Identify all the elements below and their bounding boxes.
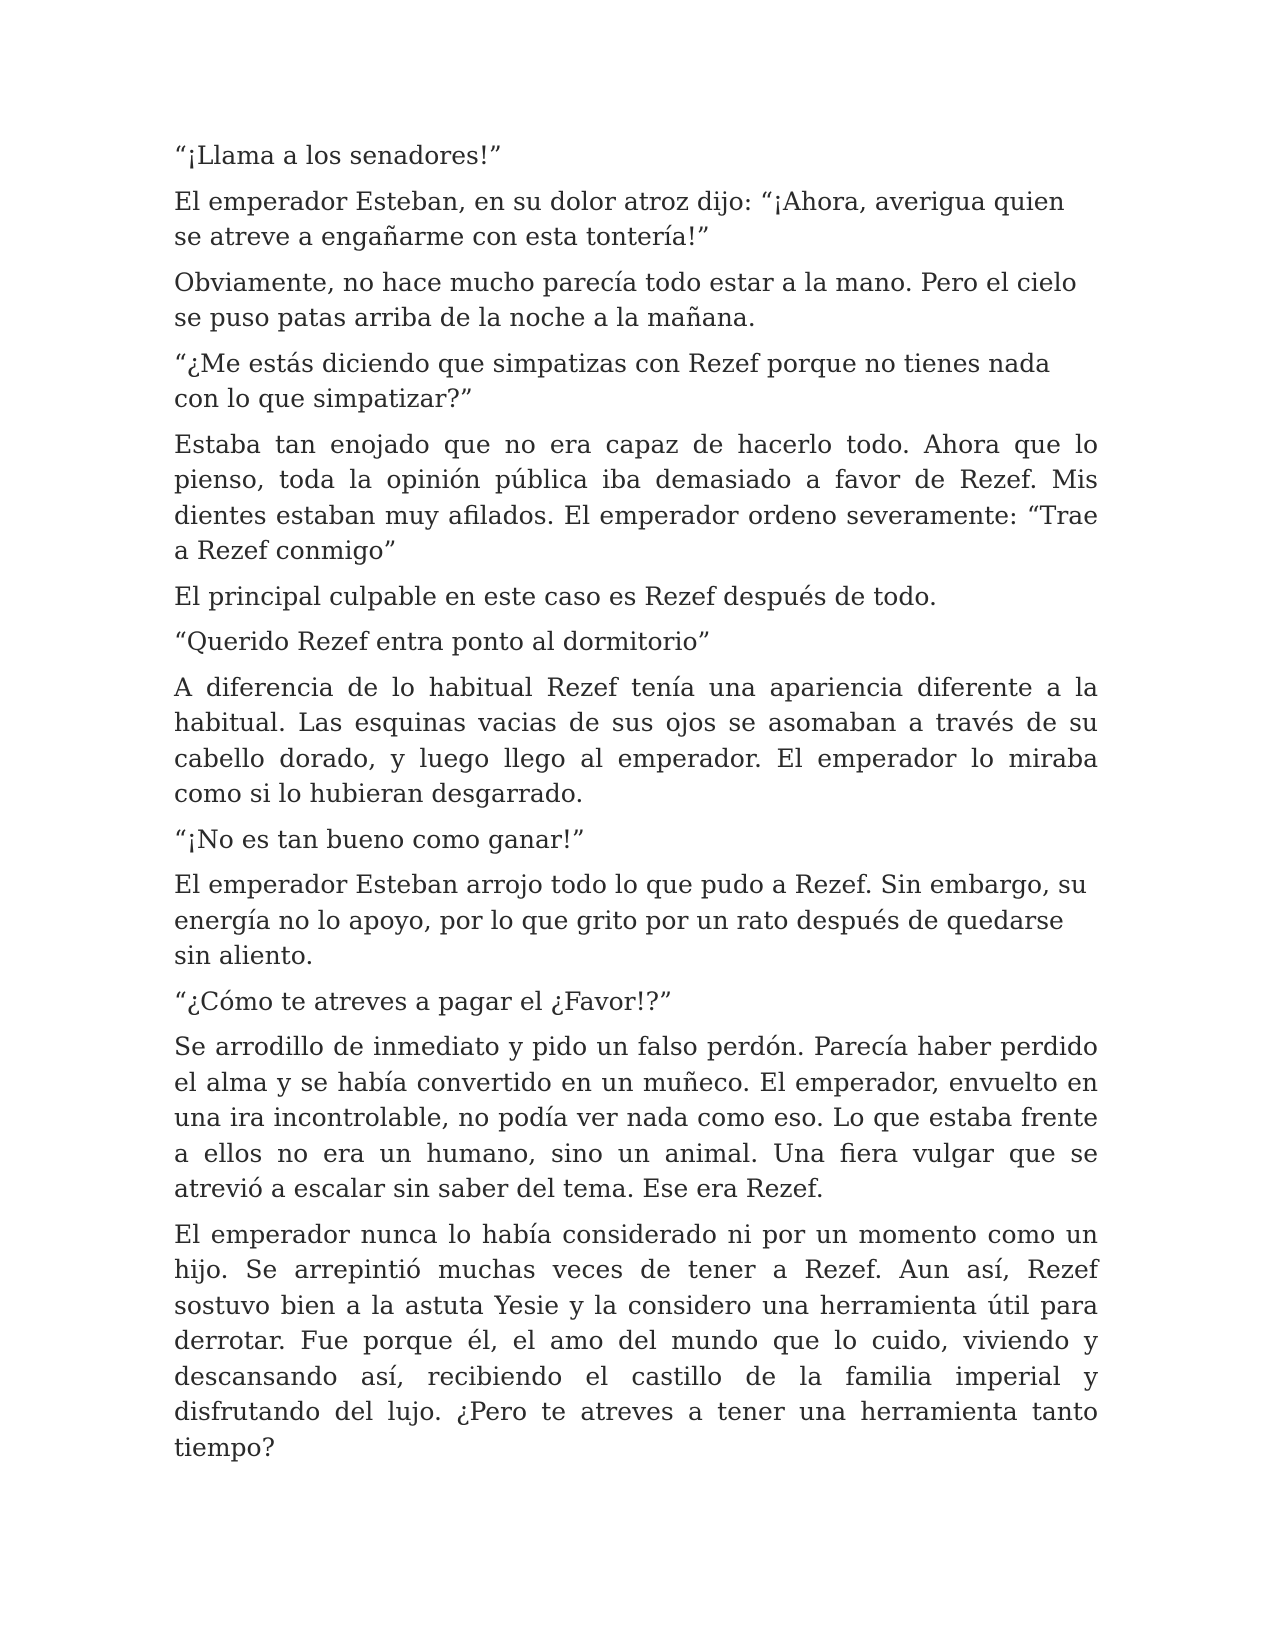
paragraph: Estaba tan enojado que no era capaz de hacerlo todo. Ahora que lo pienso, toda la opinión pública iba demasiado a favor de Rezef. Mis dientes estaban muy afilados. El emperador ordeno severamente: “Trae a Rezef conmigo”: [174, 429, 1098, 565]
paragraph: A diferencia de lo habitual Rezef tenía una apariencia diferente a la habitual. Las esquinas vacias de sus ojos se asomaban a través de su cabello dorado, y luego llego al emperador. El emperador lo miraba como si lo hubieran desgarrado.: [174, 672, 1098, 808]
paragraph: Se arrodillo de inmediato y pido un falso perdón. Parecía haber perdido el alma y se había convertido en un muñeco. El emperador, envuelto en una ira incontrolable, no podía ver nada como eso. Lo que estaba frente a ellos no era un humano, sino un animal. Una fiera vulgar que se atrevió a escalar sin saber del tema. Ese era Rezef.: [174, 1032, 1098, 1203]
paragraph: El principal culpable en este caso es Rezef después de todo.: [174, 581, 937, 611]
paragraph: “Querido Rezef entra ponto al dormitorio”: [174, 627, 711, 656]
paragraph: “¿Me estás diciendo que simpatizas con Rezef porque no tienes nada con lo que simpatizar?”: [174, 348, 1051, 413]
paragraph: “¡No es tan bueno como ganar!”: [174, 824, 585, 854]
paragraph: Obviamente, no hace mucho parecía todo estar a la mano. Pero el cielo se puso patas arriba de la noche a la mañana.: [174, 267, 1077, 332]
paragraph: “¡Llama a los senadores!”: [174, 141, 502, 170]
paragraph: El emperador Esteban, en su dolor atroz dijo: “¡Ahora, averigua quien se atreve a engañarme con esta tontería!”: [174, 186, 1065, 251]
paragraph: “¿Cómo te atreves a pagar el ¿Favor!?”: [174, 986, 672, 1016]
paragraph: El emperador nunca lo había considerado ni por un momento como un hijo. Se arrepintió muchas veces de tener a Rezef. Aun así, Rezef sostuvo bien a la astuta Yesie y la considero una herramienta útil para derrotar. Fue porque él, el amo del mundo que lo cuido, viviendo y descansando así, recibiendo el castillo de la familia imperial y disfrutando del lujo. ¿Pero te atreves a tener una herramienta tanto tiempo?: [174, 1219, 1098, 1462]
paragraph: El emperador Esteban arrojo todo lo que pudo a Rezef. Sin embargo, su energía no lo apoyo, por lo que grito por un rato después de quedarse sin aliento.: [174, 870, 1087, 970]
document-page: [174, 138, 1098, 1475]
